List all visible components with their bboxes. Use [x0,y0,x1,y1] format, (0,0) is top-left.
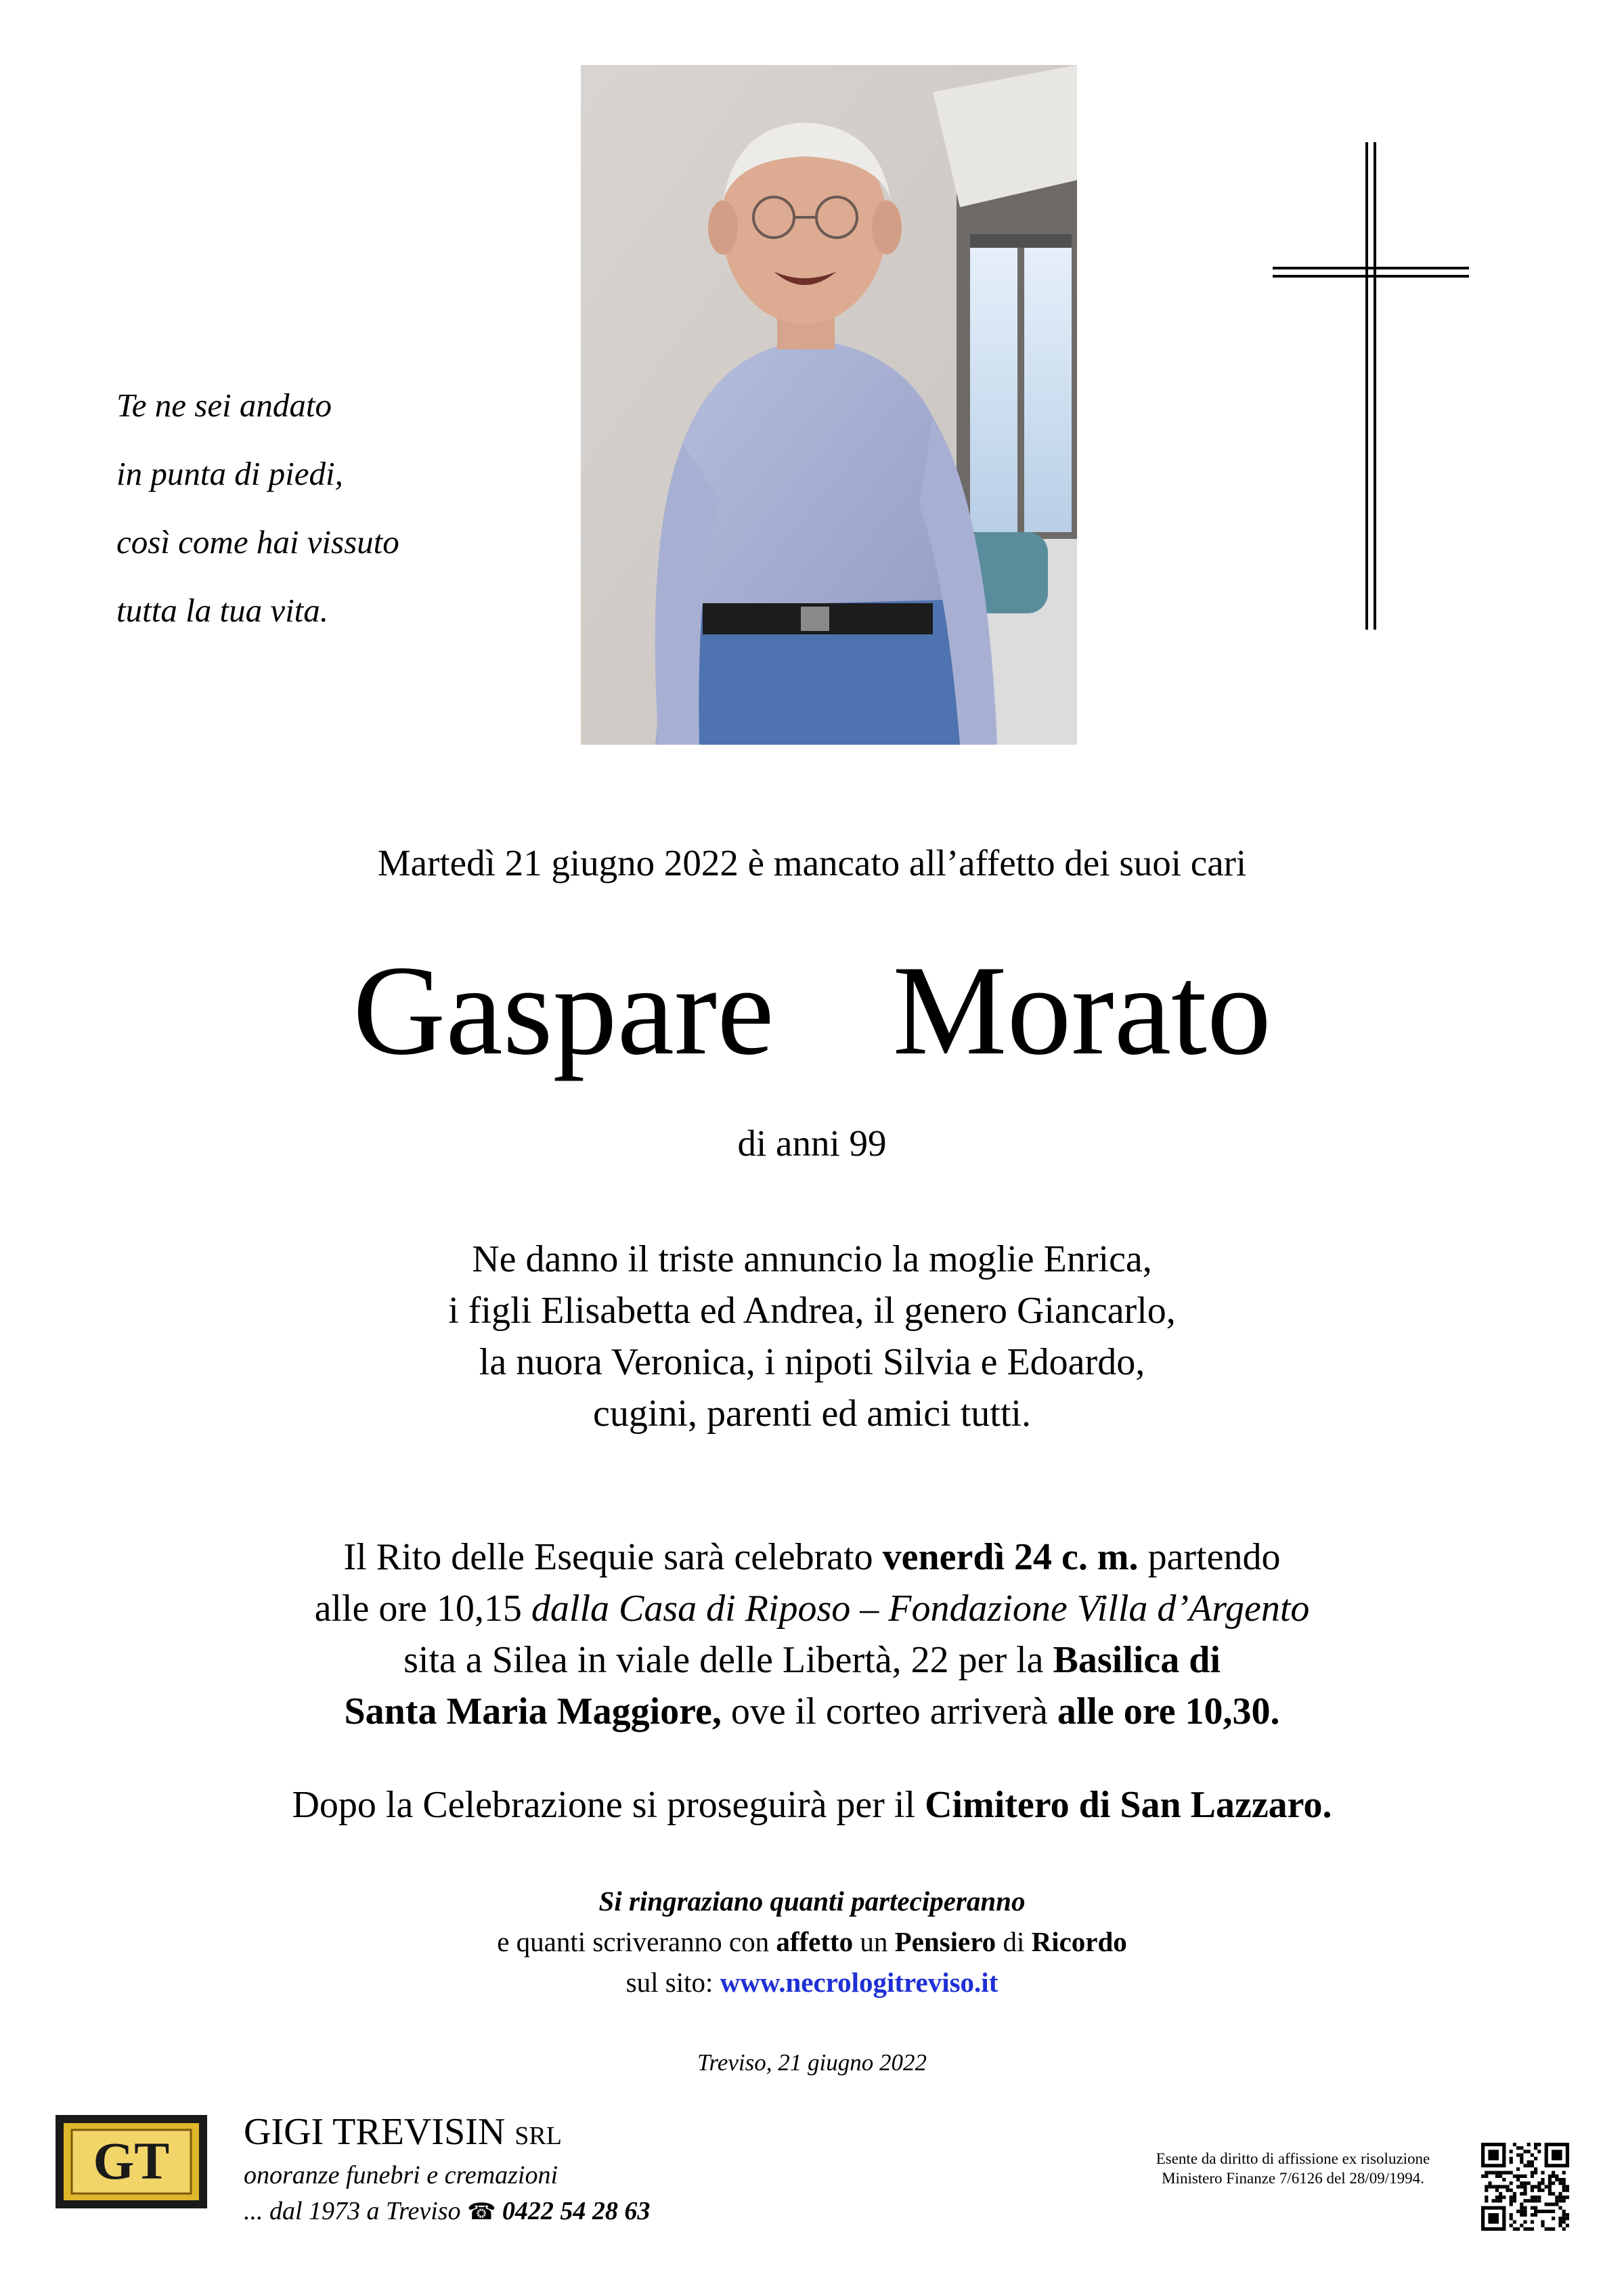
rite-line [0,1583,1624,1634]
poem-line: così come hai vissuto [116,523,399,561]
company-suffix: SRL [514,2122,562,2150]
rite-text: ove il corteo arriverà [721,1690,1057,1732]
family-line: cugini, parenti ed amici tutti. [593,1393,1031,1435]
thanks-notice [0,1881,1624,2003]
thanks-text: e quanti scriveranno con [497,1926,776,1957]
poem-line: in punta di piedi, [116,455,343,492]
company-contact [244,2192,650,2231]
rite-line [0,1634,1624,1686]
thanks-bold: affetto [776,1926,854,1957]
company-name-line [244,2110,650,2158]
rite-text: partendo [1138,1536,1281,1578]
rite-line [0,1531,1624,1583]
rite-church: Santa Maria Maggiore, [344,1690,722,1732]
announcement: Martedì 21 giugno 2022 è mancato all’affetto dei suoi cari [377,842,1247,883]
rite-text: sita a Silea in viale delle Libertà, 22 per la [403,1639,1053,1681]
dateline: Treviso, 21 giugno 2022 [697,2049,927,2076]
thanks-heading: Si ringraziano quanti parteciperanno [598,1885,1026,1917]
thanks-bold: Ricordo [1031,1926,1127,1957]
rite-arrival-time: alle ore 10,30. [1057,1690,1280,1732]
company-since: ... dal 1973 a Treviso [244,2197,461,2225]
exemption-line: Esente da diritto di affissione ex risoluzione [1156,2150,1430,2167]
thanks-bold: Pensiero [894,1926,996,1957]
funeral-rite [0,1531,1624,1737]
company-name: GIGI TREVISIN [244,2111,506,2153]
company-phone: 0422 54 28 63 [502,2197,651,2225]
family-line: la nuora Veronica, i nipoti Silvia e Edoardo, [479,1341,1145,1383]
thanks-text: di [996,1926,1032,1957]
burial-text: Dopo la Celebrazione si proseguirà per il [292,1784,925,1826]
logo-text: GT [93,2131,170,2190]
thanks-line [0,1921,1624,1962]
thanks-line [0,1962,1624,2003]
phone-icon: ☎ [467,2200,496,2225]
cross-icon [1273,142,1469,630]
qr-code[interactable] [1481,2130,1569,2244]
company-tagline: onoranze funebri e cremazioni [244,2161,558,2189]
family-line: i figli Elisabetta ed Andrea, il genero Giancarlo, [448,1290,1176,1332]
cemetery-name: Cimitero di San Lazzaro. [925,1784,1332,1826]
burial-notice [0,1779,1624,1831]
exemption-line: Ministero Finanze 7/6126 del 28/09/1994. [1162,2170,1424,2187]
thanks-line [0,1881,1624,1921]
rite-church: Basilica di [1053,1639,1221,1681]
rite-text: Il Rito delle Esequie sarà celebrato [343,1536,883,1578]
rite-date: venerdì 24 c. m. [882,1536,1139,1578]
deceased-photo [581,65,1077,745]
poem [116,371,496,645]
tax-exemption-note [1124,2149,1462,2188]
rite-time: alle ore 10,15 [314,1588,531,1630]
company-logo [54,2114,209,2210]
rite-line [0,1686,1624,1737]
company-info [244,2110,650,2231]
poem-line: Te ne sei andato [116,387,332,424]
deceased-name: Gaspare Morato [353,940,1271,1082]
thanks-text: sul sito: [626,1967,720,1998]
website-link[interactable]: www.necrologitreviso.it [720,1967,998,1998]
family-notice [0,1234,1624,1439]
thanks-text: un [853,1926,895,1957]
family-line: Ne danno il triste annuncio la moglie Enrica, [472,1238,1152,1280]
poem-line: tutta la tua vita. [116,592,329,629]
deceased-age: di anni 99 [737,1122,887,1164]
rite-departure: dalla Casa di Riposo – Fondazione Villa d’Argento [531,1588,1310,1630]
